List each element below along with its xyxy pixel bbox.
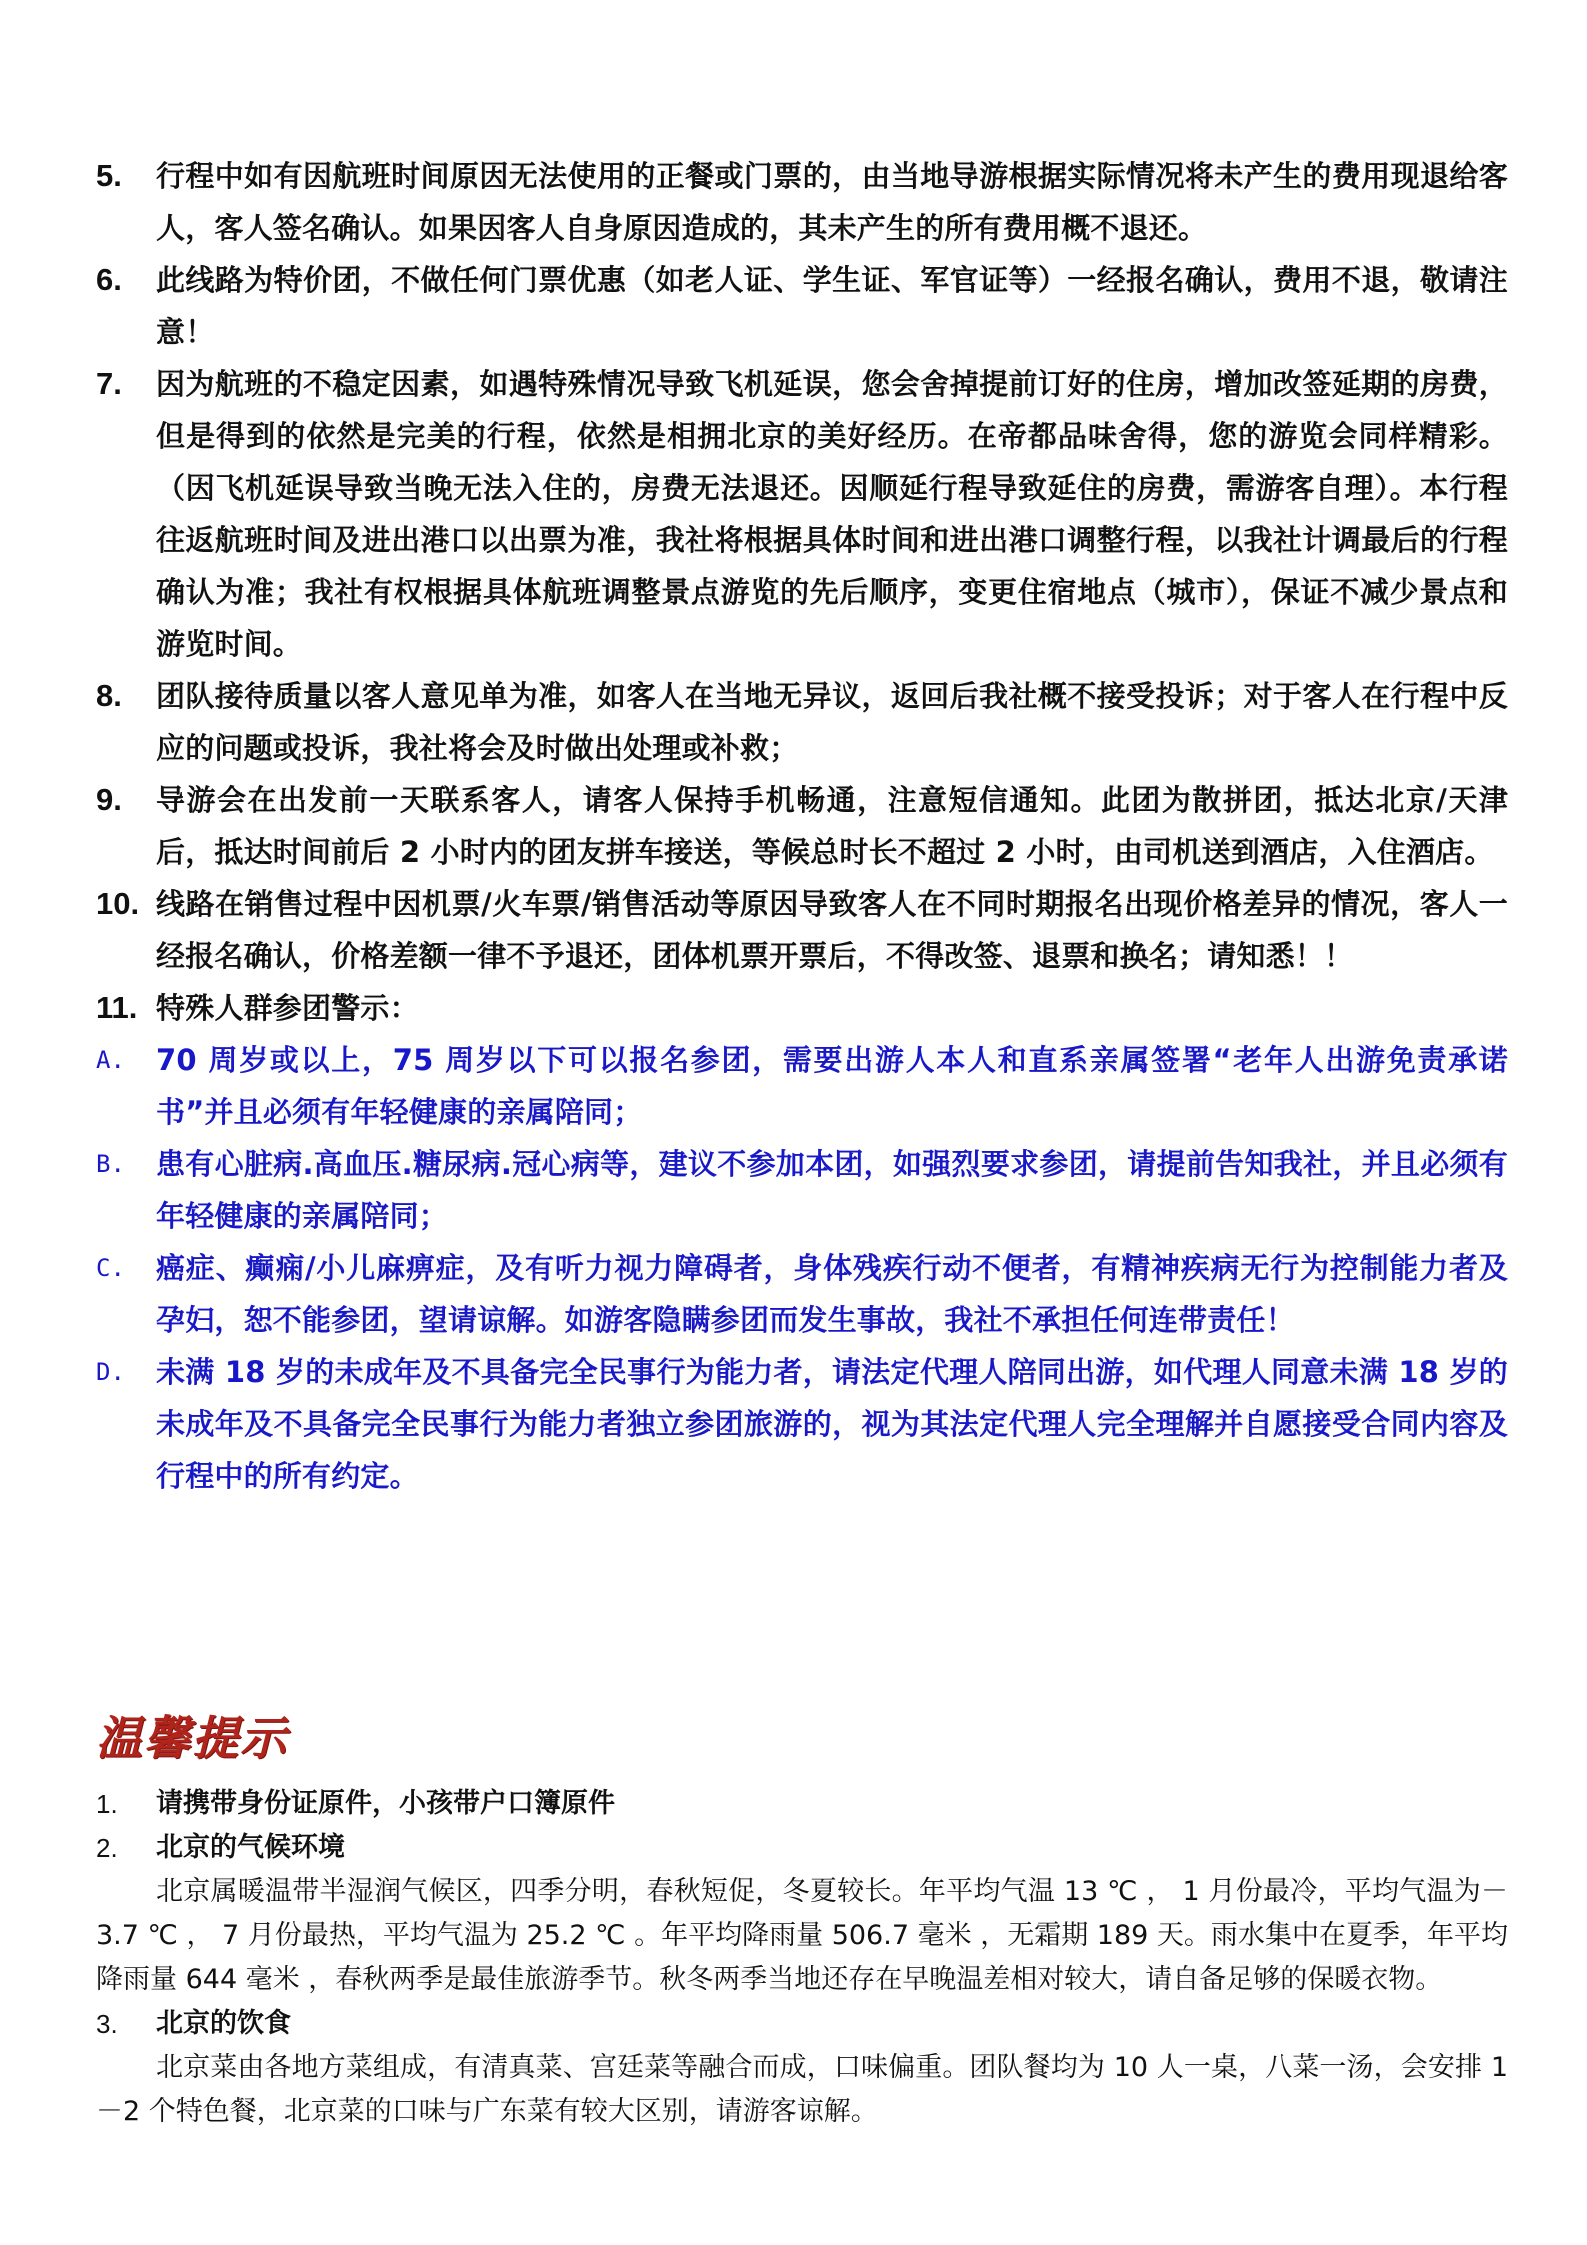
warning-item [96,1242,1508,1346]
tips-list [96,1782,1508,2134]
warning-letter: A. [96,1046,125,1074]
warning-text: 未满 18 岁的未成年及不具备完全民事行为能力者，请法定代理人陪同出游，如代理人同意未满 18 岁的未成年及不具备完全民事行为能力者独立参团旅游的，视为其法定代理人完全理解并自愿接受合同内容及行程中的所有约定。 [156,1355,1508,1493]
tips-heading: 温馨提示 [96,1711,288,1765]
notice-text: 线路在销售过程中因机票/火车票/销售活动等原因导致客人在不同时期报名出现价格差异的情况，客人一经报名确认，价格差额一律不予退还，团体机票开票后，不得改签、退票和换名；请知悉！！ [156,887,1508,973]
tip-item [96,1826,1508,2002]
notice-number: 9. [96,782,122,817]
notice-item [96,670,1508,774]
notice-text: 特殊人群参团警示： [156,991,419,1025]
warning-item [96,1138,1508,1242]
warning-letter: D. [96,1358,125,1386]
tip-item [96,2002,1508,2134]
tip-number: 2. [96,1833,118,1863]
tip-number: 3. [96,2009,118,2039]
notice-item [96,878,1508,982]
notice-text: 因为航班的不稳定因素，如遇特殊情况导致飞机延误，您会舍掉提前订好的住房，增加改签延期的房费，但是得到的依然是完美的行程，依然是相拥北京的美好经历。在帝都品味舍得，您的游览会同样精彩。（因飞机延误导致当晚无法入住的，房费无法退还。因顺延行程导致延住的房费，需游客自理）。本行程往返航班时间及进出港口以出票为准，我社将根据具体时间和进出港口调整行程，以我社计调最后的行程确认为准；我社有权根据具体航班调整景点游览的先后顺序，变更住宿地点（城市），保证不减少景点和游览时间。 [156,367,1508,661]
notice-number: 5. [96,158,122,193]
tip-body: 北京菜由各地方菜组成，有清真菜、宫廷菜等融合而成，口味偏重。团队餐均为 10 人一桌，八菜一汤，会安排 1－2 个特色餐，北京菜的口味与广东菜有较大区别，请游客谅解。 [96,2052,1508,2127]
notice-number: 7. [96,366,122,401]
warning-letter: B. [96,1150,125,1178]
notice-number: 10. [96,886,140,921]
warning-item [96,1346,1508,1502]
notice-text: 行程中如有因航班时间原因无法使用的正餐或门票的，由当地导游根据实际情况将未产生的费用现退给客人，客人签名确认。如果因客人自身原因造成的，其未产生的所有费用概不退还。 [156,159,1508,245]
warning-text: 癌症、癫痫/小儿麻痹症，及有听力视力障碍者，身体残疾行动不便者，有精神疾病无行为控制能力者及孕妇，恕不能参团，望请谅解。如游客隐瞒参团而发生事故，我社不承担任何连带责任！ [156,1251,1508,1337]
notice-list [96,150,1508,1502]
notice-number: 11. [96,990,138,1025]
notice-text: 此线路为特价团，不做任何门票优惠（如老人证、学生证、军官证等）一经报名确认，费用不退，敬请注意！ [156,263,1508,349]
notice-item [96,774,1508,878]
notice-number: 6. [96,262,122,297]
warning-letter: C. [96,1254,125,1282]
notice-number: 8. [96,678,122,713]
notice-item [96,982,1508,1034]
notice-text: 团队接待质量以客人意见单为准，如客人在当地无异议，返回后我社概不接受投诉；对于客人在行程中反应的问题或投诉，我社将会及时做出处理或补救； [156,679,1508,765]
warning-text: 患有心脏病.高血压.糖尿病.冠心病等，建议不参加本团，如强烈要求参团，请提前告知我社，并且必须有年轻健康的亲属陪同； [156,1147,1508,1233]
notice-text: 导游会在出发前一天联系客人，请客人保持手机畅通，注意短信通知。此团为散拼团，抵达北京/天津后，抵达时间前后 2 小时内的团友拼车接送，等候总时长不超过 2 小时，由司机送到酒店，入住酒店。 [156,783,1508,869]
tip-number: 1. [96,1789,118,1819]
tip-title: 北京的饮食 [156,2008,291,2039]
notice-item [96,358,1508,670]
notice-item [96,254,1508,358]
tip-title: 请携带身份证原件，小孩带户口簿原件 [156,1788,615,1819]
warning-item [96,1034,1508,1138]
notice-item [96,150,1508,254]
tip-body: 北京属暖温带半湿润气候区，四季分明，春秋短促，冬夏较长。年平均气温 13 ℃ ， 1 月份最冷，平均气温为－ 3.7 ℃ ， 7 月份最热，平均气温为 25.2 ℃ 。年平均降雨量 506.7 毫米 ，无霜期 189 天。雨水集中在夏季，年平均降雨量 644 毫米 ，春秋两季是最佳旅游季节。秋冬两季当地还存在早晚温差相对较大，请自备足够的保暖衣物。 [96,1876,1508,1995]
warning-text: 70 周岁或以上，75 周岁以下可以报名参团，需要出游人本人和直系亲属签署“老年人出游免责承诺书”并且必须有年轻健康的亲属陪同； [156,1043,1508,1129]
tip-title: 北京的气候环境 [156,1832,345,1863]
tip-item [96,1782,1508,1826]
